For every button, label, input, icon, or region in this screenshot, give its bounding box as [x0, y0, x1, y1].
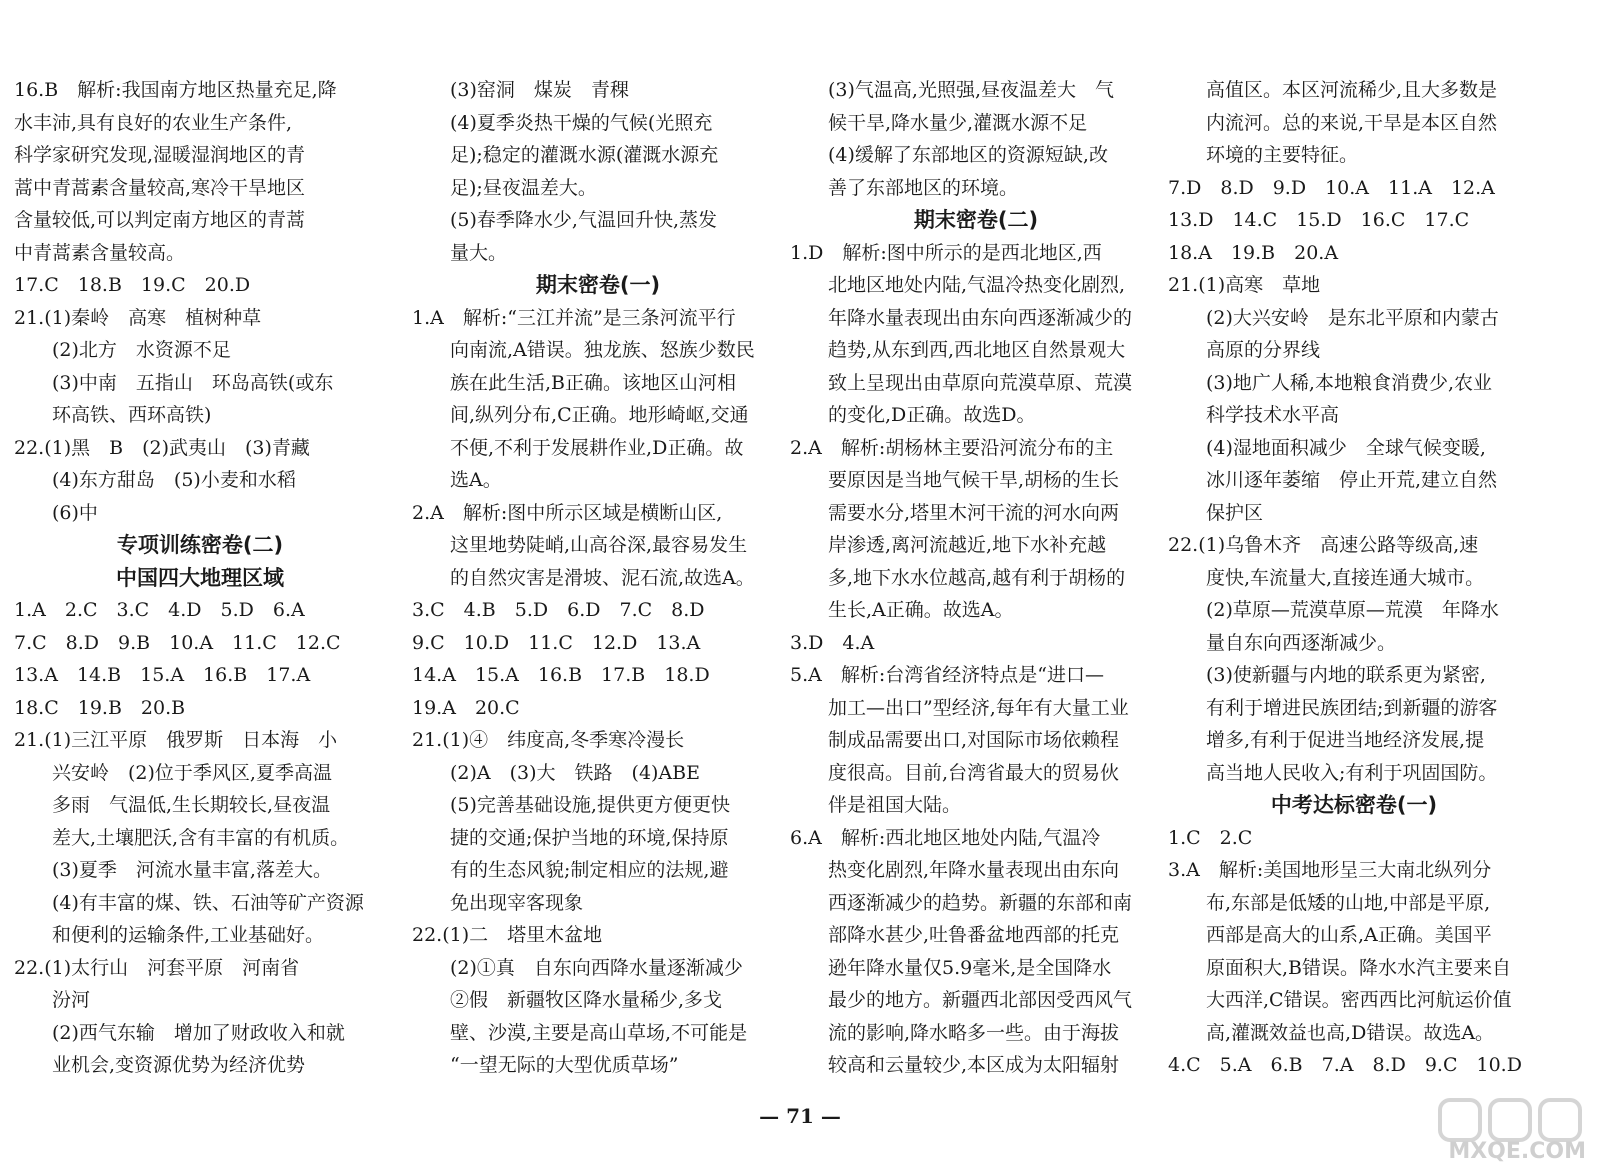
- answer-line: 环高铁、西环高铁): [52, 404, 212, 426]
- answer-line: (3)夏季 河流水量丰富,落差大。: [52, 859, 332, 881]
- answer-line: 生长,A正确。故选A。: [828, 599, 1014, 621]
- answer-line: 致上呈现出由草原向荒漠草原、荒漠: [828, 371, 1133, 394]
- answer-line: 逊年降水量仅5.9毫米,是全国降水: [828, 956, 1112, 979]
- answer-line: 选A。: [450, 469, 502, 491]
- answer-line: 内流河。总的来说,干旱是本区自然: [1206, 111, 1498, 134]
- answer-line: 多,地下水水位越高,越有利于胡杨的: [828, 566, 1126, 589]
- answer-line: (4)有丰富的煤、铁、石油等矿产资源: [52, 891, 364, 914]
- answer-line: 西逐渐减少的趋势。新疆的东部和南: [828, 891, 1133, 914]
- answer-line: 21.(1)三江平原 俄罗斯 日本海 小: [14, 729, 338, 751]
- answer-line: 科学技术水平高: [1206, 404, 1340, 426]
- section-heading: 中考达标密卷(一): [1270, 793, 1438, 817]
- answer-line: 科学家研究发现,湿暖湿润地区的青: [14, 144, 306, 166]
- answer-line: (2)北方 水资源不足: [52, 339, 231, 361]
- answer-line: 1.A 解析:“三江并流”是三条河流平行: [412, 306, 736, 329]
- answer-line: 含量较低,可以判定南方地区的青蒿: [14, 209, 306, 231]
- answer-line: 22.(1)二 塔里木盆地: [412, 924, 603, 946]
- answer-line: 善了东部地区的环境。: [828, 176, 1019, 199]
- answer-line: 5.A 解析:台湾省经济特点是“进口—: [790, 664, 1104, 686]
- answer-line: (3)气温高,光照强,昼夜温差大 气: [828, 79, 1114, 101]
- answer-line: 量大。: [450, 241, 508, 264]
- column-1: [14, 74, 386, 1082]
- answer-line: 免出现宰客现象: [450, 891, 584, 914]
- answer-line: (2)草原—荒漠草原—荒漠 年降水: [1206, 599, 1499, 621]
- answer-line: 7.D 8.D 9.D 10.A 11.A 12.A: [1168, 176, 1495, 199]
- answer-line: (3)中南 五指山 环岛高铁(或东: [52, 371, 334, 394]
- answer-line: (4)东方甜岛 (5)小麦和水稻: [52, 469, 296, 491]
- answer-line: 水丰沛,具有良好的农业生产条件,: [14, 111, 293, 134]
- answer-line: 岸渗透,离河流越近,地下水补充越: [828, 534, 1107, 556]
- answer-line: 趋势,从东到西,西北地区自然景观大: [828, 339, 1126, 361]
- answer-line: 3.C 4.B 5.D 6.D 7.C 8.D: [412, 599, 705, 621]
- answer-line: 有的生态风貌;制定相应的法规,避: [450, 859, 729, 881]
- answer-line: 流的影响,降水略多一些。由于海拔: [828, 1021, 1120, 1044]
- answer-line: 18.A 19.B 20.A: [1168, 241, 1339, 264]
- answer-line: 2.A 解析:胡杨林主要沿河流分布的主: [790, 436, 1114, 459]
- answer-line: 要原因是当地气候干旱,胡杨的生长: [828, 469, 1120, 491]
- answer-line: 汾河: [52, 989, 91, 1011]
- answer-line: 22.(1)乌鲁木齐 高速公路等级高,速: [1168, 534, 1479, 556]
- section-heading: 期末密卷(二): [913, 208, 1039, 232]
- answer-line: 13.A 14.B 15.A 16.B 17.A: [14, 664, 311, 686]
- answer-line: 9.C 10.D 11.C 12.D 13.A: [412, 631, 701, 654]
- answer-line: 高当地人民收入;有利于巩固国防。: [1206, 761, 1498, 784]
- answer-line: 部降水甚少,吐鲁番盆地西部的托克: [828, 924, 1120, 946]
- answer-line: (6)中: [52, 501, 98, 524]
- watermark-url: MXQE.COM: [1448, 1139, 1586, 1164]
- answer-line: 量自东向西逐渐减少。: [1206, 631, 1397, 654]
- answer-line: 捷的交通;保护当地的环境,保持原: [450, 826, 729, 849]
- answer-line: (4)湿地面积减少 全球气候变暖,: [1206, 436, 1486, 459]
- answer-line: 22.(1)太行山 河套平原 河南省: [14, 956, 300, 979]
- answer-line: 制成品需要出口,对国际市场依赖程: [828, 729, 1120, 751]
- answer-line: 足);稳定的灌溉水源(灌溉水源充: [450, 144, 719, 166]
- answer-line: 蒿中青蒿素含量较高,寒冷干旱地区: [14, 176, 306, 199]
- answer-line: 布,东部是低矮的山地,中部是平原,: [1206, 891, 1491, 914]
- answer-line: (2)大兴安岭 是东北平原和内蒙古: [1206, 306, 1499, 329]
- column-3: [790, 74, 1162, 1082]
- answer-line: 13.D 14.C 15.D 16.C 17.C: [1168, 209, 1470, 231]
- answer-line: 族在此生活,B正确。该地区山河相: [450, 371, 737, 394]
- answer-line: 年降水量表现出由东向西逐渐减少的: [828, 306, 1133, 329]
- answer-line: 和便利的运输条件,工业基础好。: [52, 924, 325, 946]
- answer-line: 中青蒿素含量较高。: [14, 241, 186, 264]
- answer-line: 有利于增进民族团结;到新疆的游客: [1206, 696, 1498, 719]
- answer-line: 加工—出口”型经济,每年有大量工业: [828, 696, 1129, 719]
- answer-line: 19.A 20.C: [412, 696, 520, 719]
- answer-line: 16.B 解析:我国南方地区热量充足,降: [14, 79, 337, 101]
- answer-line: 兴安岭 (2)位于季风区,夏季高温: [52, 761, 332, 784]
- answer-line: 需要水分,塔里木河干流的河水向两: [828, 501, 1120, 524]
- watermark-logo: [1436, 1096, 1586, 1166]
- answer-line: 14.A 15.A 16.B 17.B 18.D: [412, 664, 710, 686]
- answer-line: 21.(1)④ 纬度高,冬季寒冷漫长: [412, 729, 685, 751]
- answer-line: 差大,土壤肥沃,含有丰富的有机质。: [52, 826, 350, 849]
- answer-line: ②假 新疆牧区降水量稀少,多戈: [450, 989, 723, 1011]
- answer-line: 原面积大,B错误。降水水汽主要来自: [1206, 956, 1512, 979]
- answer-line: “一望无际的大型优质草场”: [450, 1054, 679, 1076]
- answer-line: 热变化剧烈,年降水量表现出由东向: [828, 859, 1120, 881]
- answer-line: 2.A 解析:图中所示区域是横断山区,: [412, 501, 723, 524]
- answer-line: 6.A 解析:西北地区地处内陆,气温冷: [790, 826, 1101, 849]
- answer-line: 3.D 4.A: [790, 631, 875, 654]
- answer-line: 增多,有利于促进当地经济发展,提: [1206, 729, 1485, 751]
- answer-line: 冰川逐年萎缩 停止开荒,建立自然: [1206, 469, 1498, 491]
- answer-line: 较高和云量较少,本区成为太阳辐射: [828, 1054, 1120, 1076]
- answer-line: 22.(1)黑 B (2)武夷山 (3)青藏: [14, 436, 310, 459]
- answer-line: 西部是高大的山系,A正确。美国平: [1206, 924, 1492, 946]
- answer-line: 度快,车流量大,直接连通大城市。: [1206, 566, 1485, 589]
- section-heading: 中国四大地理区域: [116, 565, 284, 590]
- answer-line: 候干旱,降水量少,灌溉水源不足: [828, 111, 1088, 134]
- answer-line: 多雨 气温低,生长期较长,昼夜温: [52, 794, 331, 816]
- answer-line: 间,纵列分布,C正确。地形崎岖,交通: [450, 404, 749, 426]
- answer-line: 3.A 解析:美国地形呈三大南北纵列分: [1168, 859, 1492, 881]
- answer-line: 1.C 2.C: [1168, 826, 1253, 849]
- answer-line: 4.C 5.A 6.B 7.A 8.D 9.C 10.D: [1168, 1054, 1522, 1076]
- answer-line: 北地区地处内陆,气温冷热变化剧烈,: [828, 274, 1126, 296]
- answer-line: 的自然灾害是滑坡、泥石流,故选A。: [450, 566, 755, 589]
- answer-line: (4)缓解了东部地区的资源短缺,改: [828, 144, 1108, 166]
- answer-line: 业机会,变资源优势为经济优势: [52, 1054, 306, 1076]
- answer-line: (5)春季降水少,气温回升快,蒸发: [450, 209, 717, 231]
- answer-line: (2)①真 自东向西降水量逐渐减少: [450, 956, 743, 979]
- answer-line: 环境的主要特征。: [1206, 144, 1359, 166]
- answer-line: (4)夏季炎热干燥的气候(光照充: [450, 111, 713, 134]
- answer-line: 1.A 2.C 3.C 4.D 5.D 6.A: [14, 599, 305, 621]
- column-4: [1168, 74, 1540, 1082]
- answer-line: 1.D 解析:图中所示的是西北地区,西: [790, 241, 1102, 264]
- answer-line: (2)西气东输 增加了财政收入和就: [52, 1021, 345, 1044]
- answer-line: (3)窑洞 煤炭 青稞: [450, 79, 629, 101]
- answer-line: 高原的分界线: [1206, 339, 1321, 361]
- answer-line: 的变化,D正确。故选D。: [828, 404, 1036, 426]
- answer-line: 伴是祖国大陆。: [828, 794, 962, 816]
- answer-line: 21.(1)高寒 草地: [1168, 274, 1321, 296]
- answer-line: 保护区: [1206, 501, 1264, 524]
- answer-line: 大西洋,C错误。密西西比河航运价值: [1206, 989, 1512, 1011]
- answer-line: 21.(1)秦岭 高寒 植树种草: [14, 306, 262, 329]
- answer-line: (5)完善基础设施,提供更方便更快: [450, 794, 730, 816]
- answer-line: 7.C 8.D 9.B 10.A 11.C 12.C: [14, 631, 341, 654]
- answer-line: 高值区。本区河流稀少,且大多数是: [1206, 79, 1498, 101]
- section-heading: 期末密卷(一): [535, 273, 661, 297]
- answer-line: 高,灌溉效益也高,D错误。故选A。: [1206, 1021, 1495, 1044]
- answer-line: 向南流,A错误。独龙族、怒族少数民: [450, 339, 755, 361]
- answer-line: 壁、沙漠,主要是高山草场,不可能是: [450, 1021, 748, 1044]
- answer-line: 不便,不利于发展耕作业,D正确。故: [450, 436, 744, 459]
- page-number: — 71 —: [759, 1104, 841, 1128]
- answer-line: 18.C 19.B 20.B: [14, 696, 186, 719]
- answer-line: (3)地广人稀,本地粮食消费少,农业: [1206, 371, 1492, 394]
- section-heading: 专项训练密卷(二): [116, 533, 284, 557]
- answer-line: (2)A (3)大 铁路 (4)ABE: [450, 761, 701, 784]
- column-2: [412, 74, 784, 1082]
- answer-line: 度很高。目前,台湾省最大的贸易伙: [828, 761, 1120, 784]
- answer-line: 足);昼夜温差大。: [450, 176, 597, 199]
- answer-line: 最少的地方。新疆西北部因受西风气: [828, 989, 1133, 1011]
- answer-line: 17.C 18.B 19.C 20.D: [14, 274, 251, 296]
- answer-line: (3)使新疆与内地的联系更为紧密,: [1206, 664, 1486, 686]
- answer-line: 这里地势陡峭,山高谷深,最容易发生: [450, 534, 748, 556]
